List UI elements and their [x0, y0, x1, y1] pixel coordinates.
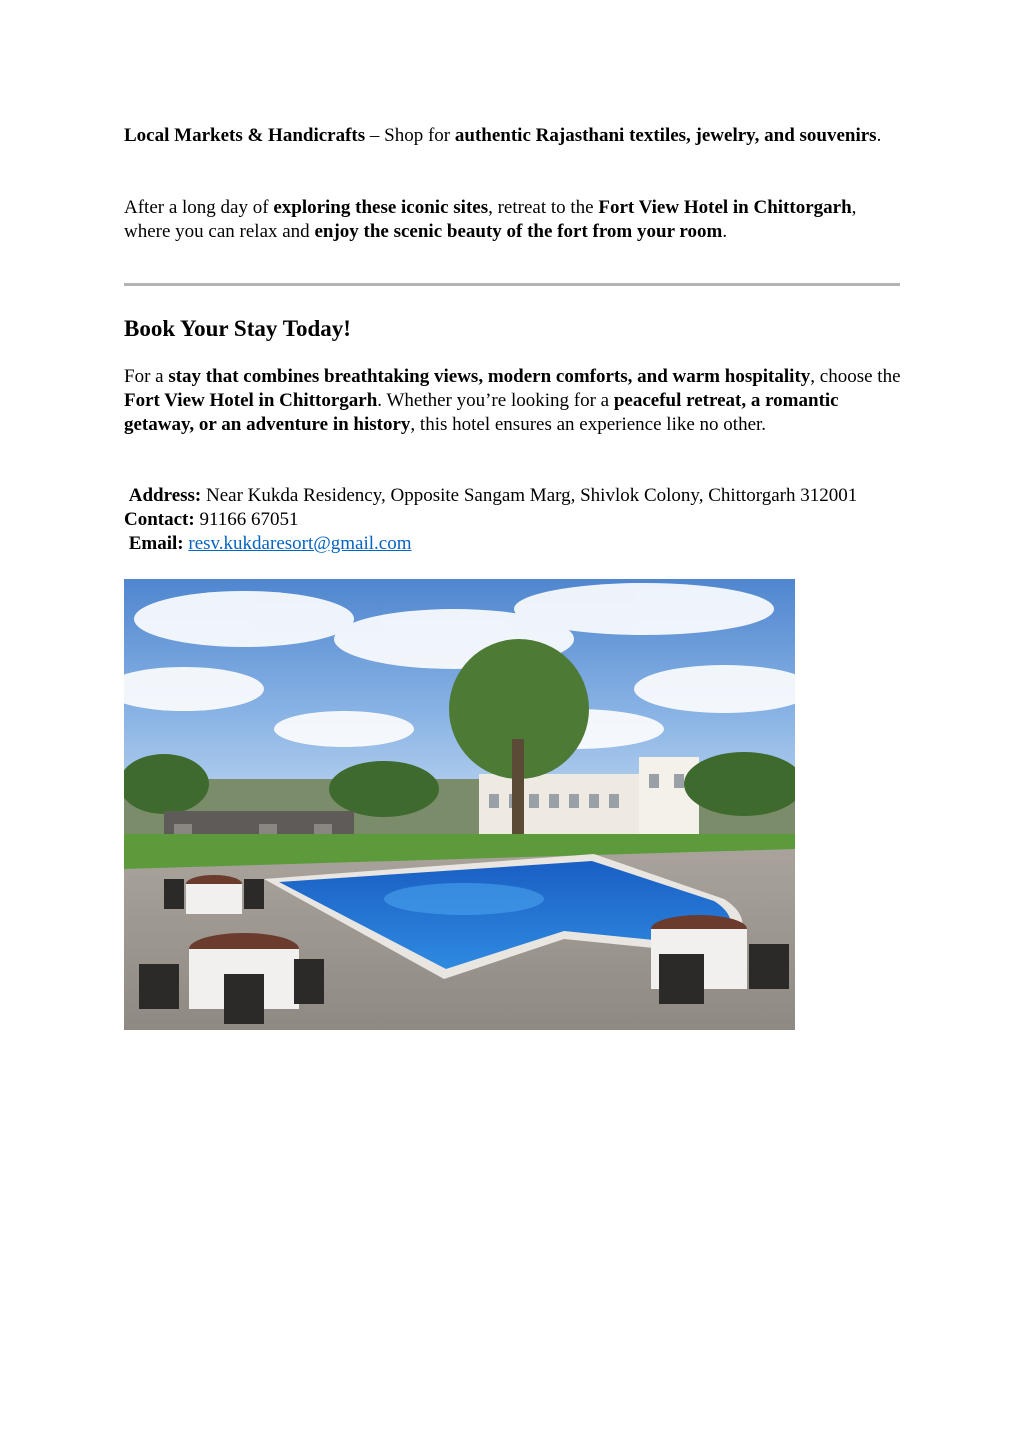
markets-term: Local Markets & Handicrafts — [124, 125, 366, 146]
contact-label: Contact: — [124, 509, 195, 530]
hotel-pool-photo — [124, 579, 795, 1030]
markets-paragraph — [124, 124, 904, 148]
email-link[interactable]: resv.kukdaresort@gmail.com — [188, 533, 412, 554]
booking-text-2: , choose the — [810, 366, 901, 387]
retreat-text-3: , where you can relax and — [124, 197, 857, 242]
retreat-text-1: After a long day of — [124, 197, 274, 218]
retreat-paragraph — [124, 196, 904, 244]
booking-bold-2: Fort View Hotel in Chittorgarh — [124, 390, 378, 411]
booking-text-1: For a — [124, 366, 169, 387]
pool-reflection — [384, 883, 544, 915]
retreat-bold-3: enjoy the scenic beauty of the fort from your room — [314, 221, 723, 242]
email-label: Email: — [128, 533, 184, 554]
retreat-text-2: , retreat to the — [488, 197, 599, 218]
retreat-bold-1: exploring these iconic sites — [273, 197, 489, 218]
markets-highlight: authentic Rajasthani textiles, jewelry, and souvenirs — [454, 125, 877, 146]
booking-heading: Book Your Stay Today! — [124, 316, 351, 341]
markets-end: . — [876, 125, 882, 146]
retreat-bold-2: Fort View Hotel in Chittorgarh — [598, 197, 852, 218]
retreat-text-4: . — [722, 221, 728, 242]
contact-block — [124, 484, 904, 556]
address-label: Address: — [128, 485, 202, 506]
booking-bold-3: peaceful retreat, a romantic getaway, or an adventure in history — [124, 390, 839, 435]
booking-bold-1: stay that combines breathtaking views, modern comforts, and warm hospitality — [168, 366, 811, 387]
booking-text-3: . Whether you’re looking for a — [377, 390, 614, 411]
horizontal-divider — [124, 283, 900, 286]
markets-dash: – Shop for — [365, 125, 455, 146]
booking-paragraph — [124, 365, 904, 437]
booking-text-4: , this hotel ensures an experience like no other. — [410, 414, 767, 435]
address-value: Near Kukda Residency, Opposite Sangam Marg, Shivlok Colony, Chittorgarh 312001 — [206, 485, 858, 506]
contact-value: 91166 67051 — [199, 509, 299, 530]
